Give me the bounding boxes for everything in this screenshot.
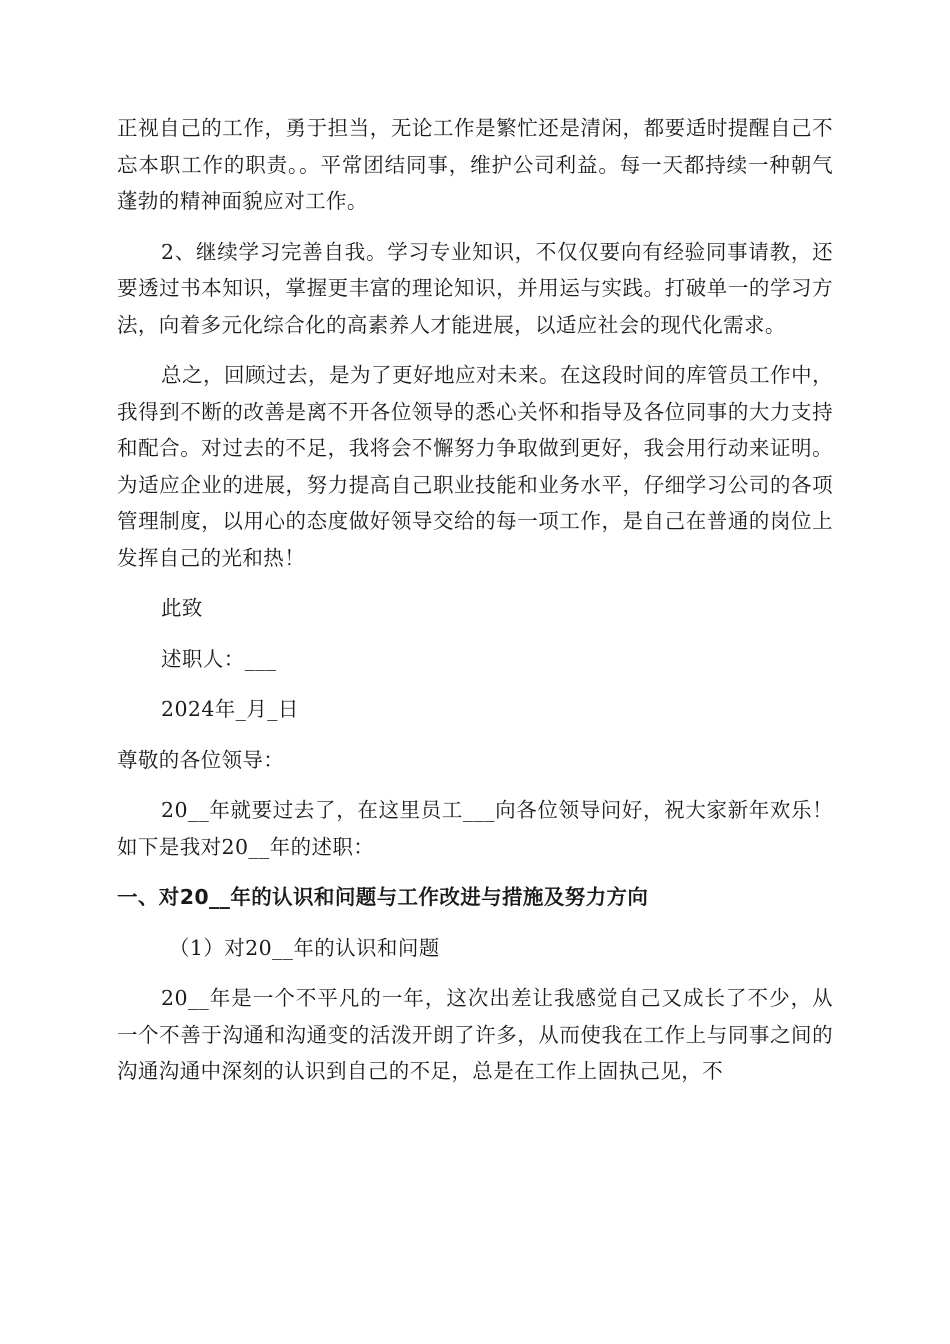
closing-salutation: 此致 bbox=[161, 596, 203, 620]
date-line: 2024年_月_日 bbox=[161, 697, 299, 721]
section-heading: 一、对20__年的认识和问题与工作改进与措施及努力方向 bbox=[117, 885, 649, 909]
paragraph-summary: 总之，回顾过去，是为了更好地应对未来。在这段时间的库管员工作中，我得到不断的改善是离不开各位领导的悉心关怀和指导及各位同事的大力支持和配合。对过去的不足，我将会不懈努力争取做到更好，我会用行动来证明。为适应企业的进展，努力提高自己职业技能和业务水平，仔细学习公司的各项管理制度，以用心的态度做好领导交给的每一项工作，是自己在普通的岗位上发挥自己的光和热！ bbox=[117, 363, 833, 570]
document-page bbox=[117, 110, 833, 1090]
paragraph-intro: 20__年就要过去了，在这里员工___向各位领导问好，祝大家新年欢乐！如下是我对20__年的述职： bbox=[117, 798, 833, 859]
reporter-line: 述职人：___ bbox=[161, 646, 277, 671]
greeting-line: 尊敬的各位领导： bbox=[117, 747, 285, 772]
subsection-heading: （1）对20__年的认识和问题 bbox=[169, 935, 440, 960]
paragraph-continue-learning: 2、继续学习完善自我。学习专业知识，不仅仅要向有经验同事请教，还要透过书本知识，掌握更丰富的理论知识，并用运与实践。打破单一的学习方法，向着多元化综合化的高素养人才能进展，以适应社会的现代化需求。 bbox=[117, 239, 833, 337]
paragraph-duty-awareness: 正视自己的工作，勇于担当，无论工作是繁忙还是清闲，都要适时提醒自己不忘本职工作的职责。。平常团结同事，维护公司利益。每一天都持续一种朝气蓬勃的精神面貌应对工作。 bbox=[117, 116, 833, 213]
paragraph-year-review: 20__年是一个不平凡的一年，这次出差让我感觉自己又成长了不少，从一个不善于沟通和沟通变的活泼开朗了许多，从而使我在工作上与同事之间的沟通沟通中深刻的认识到自己的不足，总是在工作上固执己见，不 bbox=[117, 986, 833, 1083]
